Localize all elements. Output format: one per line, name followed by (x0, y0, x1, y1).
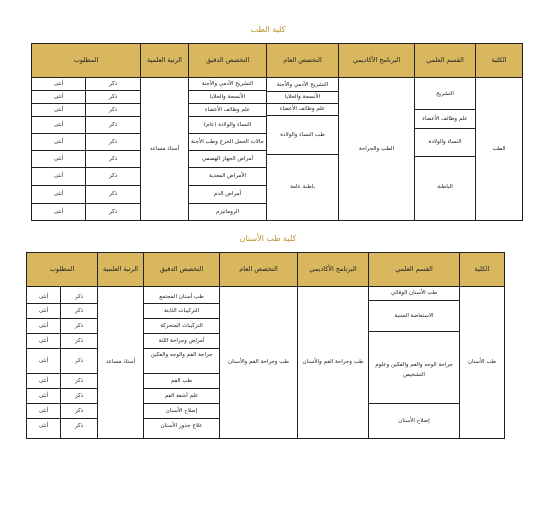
male-cell: ذكر (86, 151, 140, 168)
female-cell: أنثى (32, 117, 85, 134)
female-cell: أنثى (27, 292, 60, 304)
header-specialty: التخصص الدقيق (189, 44, 267, 78)
header-program: البرنامج الأكاديمي (298, 253, 369, 287)
header-program: البرنامج الأكاديمي (339, 44, 415, 78)
female-cell: أنثى (32, 186, 85, 204)
specialty-cell: التشريح الآدمي والأجنة (189, 78, 266, 91)
dentistry-table (26, 252, 505, 439)
specialty-cell: جراحة الفم والوجه والفكين (144, 349, 219, 374)
specialty-cell: أمراض الدم (189, 186, 266, 204)
general-cell: التشريح الآدمي والأجنة (267, 80, 338, 92)
female-cell: أنثى (27, 334, 60, 349)
general-cell: علم وظائف الأعضاء (267, 104, 338, 116)
specialty-cell: الأنسجة والخلايا (189, 91, 266, 104)
specialty-cell: إصلاح الأسنان (144, 404, 219, 419)
general-cell: طب النساء والولادة (267, 116, 338, 155)
table2-title: كلية طب الأسنان (239, 234, 297, 243)
female-column (32, 78, 86, 221)
header-general: التخصص العام (220, 253, 298, 287)
specialty-cell: التركيبات الثابتة (144, 304, 219, 319)
specialty-column (144, 287, 220, 439)
male-cell: ذكر (86, 186, 140, 204)
female-cell: أنثى (32, 151, 85, 168)
dept-cell: النساء والولادة (415, 129, 475, 157)
specialty-cell: طب الفم (144, 374, 219, 389)
male-cell: ذكر (61, 389, 97, 404)
specialty-cell: الروماتيزم (215, 209, 240, 215)
dept-cell: التشريح (415, 80, 475, 110)
male-cell: ذكر (61, 334, 97, 349)
specialty-cell: علم أشعة الفم (144, 389, 219, 404)
specialty-cell: علاج جذور الأسنان (160, 423, 203, 429)
male-cell: ذكر (61, 304, 97, 319)
header-rank: الرتبة العلمية (141, 44, 189, 78)
female-cell: أنثى (53, 209, 64, 215)
college-cell: الطب (476, 78, 523, 221)
male-cell: ذكر (86, 104, 140, 117)
male-cell: ذكر (61, 404, 97, 419)
general-column (267, 78, 339, 221)
female-cell: أنثى (32, 78, 85, 91)
female-cell: أنثى (27, 374, 60, 389)
specialty-cell: التركيبات المتحركة (144, 319, 219, 334)
female-cell: أنثى (32, 104, 85, 117)
dept-cell: الاستعاضة السنية (369, 301, 459, 332)
general-cell: باطنة عامة (290, 183, 315, 190)
specialty-cell: النساء والولادة (عام) (189, 117, 266, 134)
program-cell: الطب والجراحة (339, 78, 415, 221)
specialty-cell: أمراض وجراحة اللثة (144, 334, 219, 349)
female-column (27, 287, 61, 439)
header-rank: الرتبة العلمية (98, 253, 144, 287)
male-column (61, 287, 98, 439)
male-cell: ذكر (86, 78, 140, 91)
male-cell: ذكر (61, 292, 97, 304)
male-cell: ذكر (61, 319, 97, 334)
dept-cell: الباطنة (437, 184, 453, 190)
male-cell: ذكر (86, 168, 140, 186)
female-cell: أنثى (27, 319, 60, 334)
medicine-table (31, 43, 523, 221)
female-cell: أنثى (27, 404, 60, 419)
specialty-cell: حالات الحمل الحرج وطب الأجنة (189, 134, 266, 151)
dept-cell: جراحة الوجه والفم والفكين وعلوم التشخيص (369, 332, 459, 404)
male-cell: ذكر (86, 91, 140, 104)
male-cell: ذكر (86, 134, 140, 151)
specialty-cell: الأمراض المعدية (189, 168, 266, 186)
male-cell: ذكر (61, 349, 97, 374)
female-cell: أنثى (32, 168, 85, 186)
male-cell: ذكر (108, 209, 118, 215)
college-cell: طب الأسنان (460, 287, 505, 439)
female-cell: أنثى (27, 349, 60, 374)
header-specialty: التخصص الدقيق (144, 253, 220, 287)
male-cell: ذكر (74, 423, 84, 429)
table1-title: كلية الطب (250, 25, 286, 34)
header-general: التخصص العام (267, 44, 339, 78)
dept-cell: إصلاح الأسنان (398, 418, 430, 424)
specialty-cell: علم وظائف الأعضاء (189, 104, 266, 117)
specialty-cell: طب أسنان المجتمع (144, 292, 219, 304)
rank-cell: أستاذ مساعد (98, 287, 144, 439)
dept-column (369, 287, 460, 439)
male-cell: ذكر (86, 117, 140, 134)
header-dept: القسم العلمي (415, 44, 476, 78)
header-college: الكلية (476, 44, 523, 78)
male-column (86, 78, 141, 221)
female-cell: أنثى (38, 423, 49, 429)
female-cell: أنثى (32, 134, 85, 151)
female-cell: أنثى (32, 91, 85, 104)
dept-cell: طب الأسنان الوقائي (369, 287, 459, 301)
dept-column (415, 78, 476, 221)
specialty-cell: أمراض الجهاز الهضمي (189, 151, 266, 168)
specialty-column (189, 78, 267, 221)
general-cell: الأنسجة والخلايا (267, 92, 338, 104)
rank-cell: أستاذ مساعد (141, 78, 189, 221)
general-cell: طب وجراحة الفم والأسنان (220, 287, 298, 439)
program-cell: طب وجراحة الفم والأسنان (298, 287, 369, 439)
dept-cell: علم وظائف الأعضاء (415, 110, 475, 129)
header-required: المطلوب (27, 253, 98, 287)
header-college: الكلية (460, 253, 505, 287)
male-cell: ذكر (61, 374, 97, 389)
female-cell: أنثى (27, 304, 60, 319)
header-dept: القسم العلمي (369, 253, 460, 287)
female-cell: أنثى (27, 389, 60, 404)
header-required: المطلوب (32, 44, 141, 78)
